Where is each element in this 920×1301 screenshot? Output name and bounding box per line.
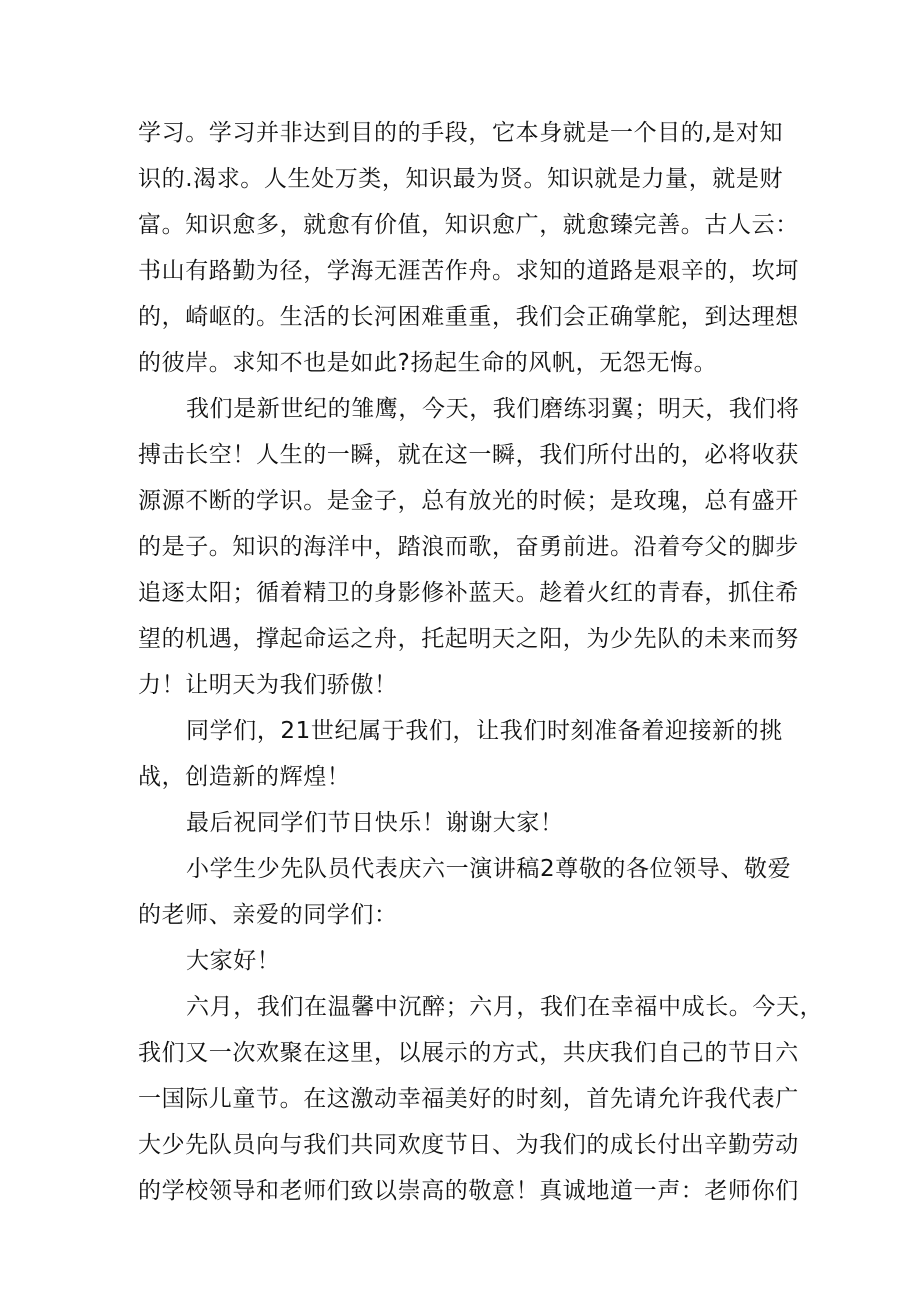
text-line: 望的机遇，撑起命运之舟，托起明天之阳，为少先队的未来而努 [138, 626, 799, 652]
document-body [138, 110, 824, 1214]
text-line: 力！让明天为我们骄傲！ [138, 672, 398, 698]
text-line: 小学生少先队员代表庆六一演讲稿2尊敬的各位领导、敬爱 [186, 856, 792, 882]
text-line: 的学校领导和老师们致以崇高的敬意！真诚地道一声：老师你们 [138, 1178, 799, 1204]
text-line: 的彼岸。求知不也是如此?扬起生命的风帆，无怨无悔。 [138, 350, 718, 376]
text-line: 追逐太阳；循着精卫的身影修补蓝天。趁着火红的青春，抓住希 [138, 580, 799, 606]
text-line: 富。知识愈多，就愈有价值，知识愈广，就愈臻完善。古人云： [138, 212, 799, 238]
text-line: 六月，我们在温馨中沉醉；六月，我们在幸福中成长。今天， [186, 994, 824, 1020]
text-line: 同学们，21世纪属于我们，让我们时刻准备着迎接新的挑 [186, 718, 783, 744]
text-line: 的老师、亲爱的同学们： [138, 902, 398, 928]
text-line: 一国际儿童节。在这激动幸福美好的时刻，首先请允许我代表广 [138, 1086, 799, 1112]
text-line: 大少先队员向与我们共同欢度节日、为我们的成长付出辛勤劳动 [138, 1132, 799, 1158]
text-line: 搏击长空！人生的一瞬，就在这一瞬，我们所付出的，必将收获 [138, 442, 799, 468]
text-line: 的是子。知识的海洋中，踏浪而歌，奋勇前进。沿着夸父的脚步 [138, 534, 799, 560]
text-line: 我们是新世纪的雏鹰，今天，我们磨练羽翼；明天，我们将 [186, 396, 800, 422]
text-line: 源源不断的学识。是金子，总有放光的时候；是玫瑰，总有盛开 [138, 488, 799, 514]
text-line: 大家好！ [186, 948, 281, 974]
text-line: 最后祝同学们节日快乐！谢谢大家！ [186, 810, 564, 836]
text-line: 识的.渴求。人生处万类，知识最为贤。知识就是力量，就是财 [138, 166, 784, 192]
text-line: 的，崎岖的。生活的长河困难重重，我们会正确掌舵，到达理想 [138, 304, 799, 330]
text-line: 战，创造新的辉煌！ [138, 764, 351, 790]
text-line: 我们又一次欢聚在这里，以展示的方式，共庆我们自己的节日六 [138, 1040, 799, 1066]
text-line: 书山有路勤为径，学海无涯苦作舟。求知的道路是艰辛的，坎坷 [138, 258, 799, 284]
text-line: 学习。学习并非达到目的的手段，它本身就是一个目的,是对知 [138, 120, 784, 146]
